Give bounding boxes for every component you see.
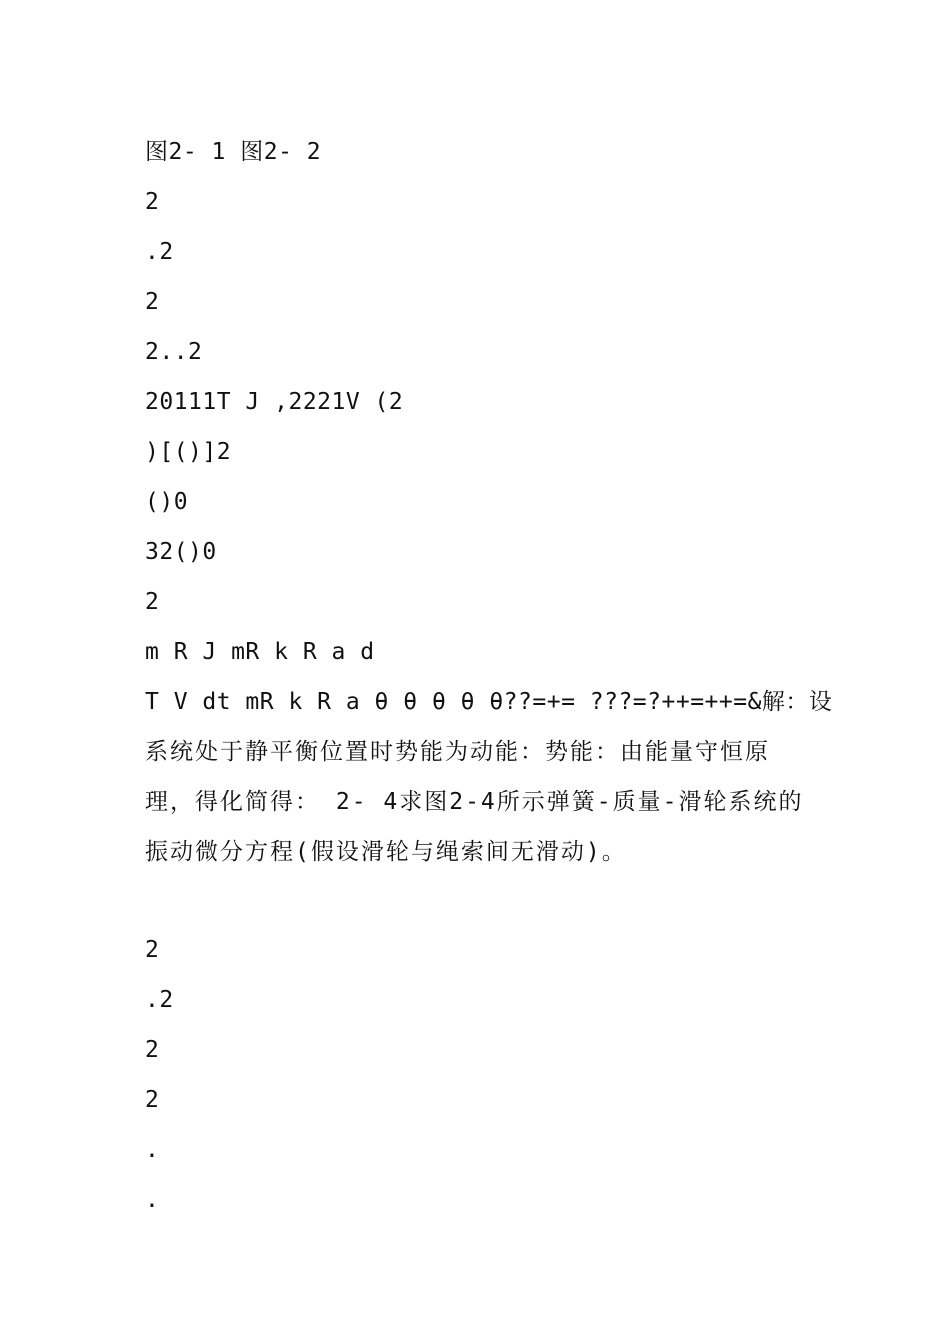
formula-fragment-line: . <box>145 1137 160 1163</box>
formula-fragment-line: . <box>145 1187 160 1213</box>
formula-fragment-line: 20111T J ,2221V (2 <box>145 389 404 415</box>
paragraph-line: 理，得化简得： 2- 4求图2-4所示弹簧-质量-滑轮系统的 <box>145 789 804 815</box>
formula-fragment-line: 2 <box>145 589 160 615</box>
formula-fragment-line: 2..2 <box>145 339 203 365</box>
formula-fragment-line: m R J mR k R a d <box>145 639 375 665</box>
formula-fragment-line: ()0 <box>145 489 189 515</box>
formula-fragment-line: 32()0 <box>145 539 217 565</box>
formula-solution-line: T V dt mR k R a θ θ θ θ θ??=+= ???=?++=++=&解：设 <box>145 689 833 715</box>
formula-fragment-line: 2 <box>145 1037 160 1063</box>
formula-fragment-line: .2 <box>145 987 174 1013</box>
formula-fragment-line: 2 <box>145 189 160 215</box>
paragraph-line: 系统处于静平衡位置时势能为动能：势能：由能量守恒原 <box>145 739 770 765</box>
formula-fragment-line: 2 <box>145 289 160 315</box>
formula-fragment-line: 2 <box>145 1087 160 1113</box>
formula-fragment-line: )[()]2 <box>145 439 232 465</box>
figure-caption-line: 图2- 1 图2- 2 <box>145 139 322 165</box>
formula-fragment-line: 2 <box>145 937 160 963</box>
formula-fragment-line: .2 <box>145 239 174 265</box>
paragraph-line: 振动微分方程(假设滑轮与绳索间无滑动)。 <box>145 839 627 865</box>
